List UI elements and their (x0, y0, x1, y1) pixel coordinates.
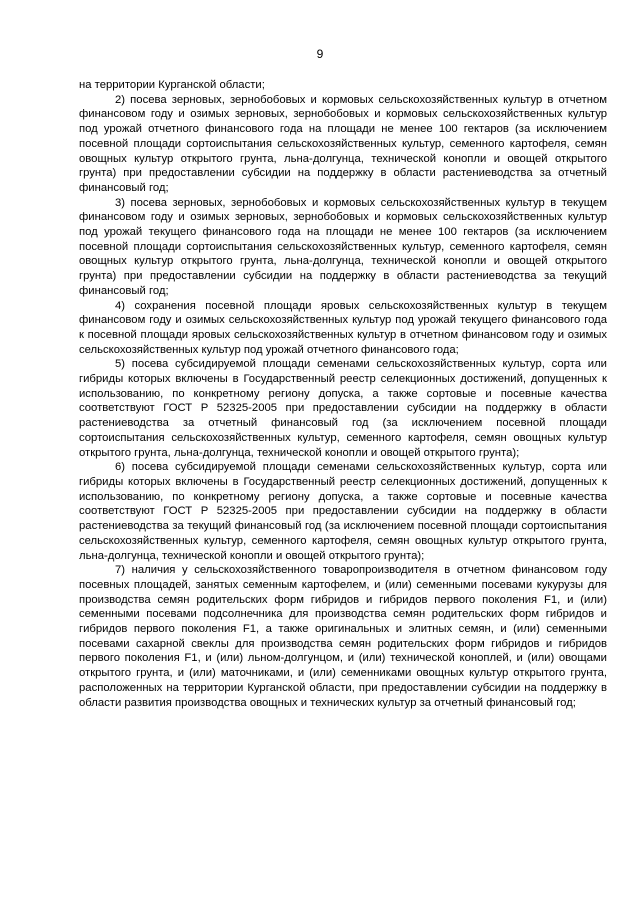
document-body (79, 78, 607, 710)
list-item-7: 7) наличия у сельскохозяйственного товаропроизводителя в отчетном финансовом году посевных площадей, занятых семенным картофелем, и (или) семенными посевами кукурузы для производства семян родительских форм гибридов и гибридов первого поколения F1, и (или) семенными посевами подсолнечника для производства семян родительских форм гибридов и гибридов первого поколения F1, а также оригинальных и элитных семян, и (или) семенными посевами сахарной свеклы для производства семян родительских форм гибридов и гибридов первого поколения F1, и (или) льном-долгунцом, и (или) технической коноплей, и (или) овощами открытого грунта, и (или) маточниками, и (или) семенниками овощных культур открытого грунта, расположенных на территории Курганской области, при предоставлении субсидии на поддержку в области развития производства овощных и технических культур за отчетный финансовый год; (79, 564, 607, 709)
page-number: 9 (316, 47, 324, 61)
paragraph-continuation: на территории Курганской области; (79, 79, 265, 91)
list-item-5: 5) посева субсидируемой площади семенами сельскохозяйственных культур, сорта или гибриды которых включены в Государственный реестр селекционных достижений, допущенных к использованию, по конкретному региону допуска, а также сортовые и посевные качества соответствуют ГОСТ Р 52325-2005 при предоставлении субсидии на поддержку в области растениеводства за отчетный финансовый год (за исключением посевной площади сортоиспытания сельскохозяйственных культур, семенного картофеля, семян овощных культур открытого грунта, льна-долгунца, технической конопли и овощей открытого грунта); (79, 358, 607, 459)
list-item-4: 4) сохранения посевной площади яровых сельскохозяйственных культур в текущем финансовом году и озимых сельскохозяйственных культур под урожай текущего финансового года к посевной площади яровых сельскохозяйственных культур в отчетном финансовом году и озимых сельскохозяйственных культур под урожай отчетного финансового года; (79, 299, 607, 356)
list-item-6: 6) посева субсидируемой площади семенами сельскохозяйственных культур, сорта или гибриды которых включены в Государственный реестр селекционных достижений, допущенных к использованию, по конкретному региону допуска, а также сортовые и посевные качества соответствуют ГОСТ Р 52325-2005 при предоставлении субсидии на поддержку в области растениеводства за текущий финансовый год (за исключением посевной площади сортоиспытания сельскохозяйственных культур, семенного картофеля, семян овощных культур открытого грунта, льна-долгунца, технической конопли и овощей открытого грунта); (79, 461, 607, 562)
list-item-2: 2) посева зерновых, зернобобовых и кормовых сельскохозяйственных культур в отчетном финансовом году и озимых зерновых, зернобобовых и кормовых сельскохозяйственных культур под урожай отчетного финансового года на площади не менее 100 гектаров (за исключением посевной площади сортоиспытания сельскохозяйственных культур, семенного картофеля, семян овощных культур открытого грунта, льна-долгунца, технической конопли и овощей открытого грунта) при предоставлении субсидии на поддержку в области растениеводства за отчетный финансовый год; (79, 93, 607, 194)
list-item-3: 3) посева зерновых, зернобобовых и кормовых сельскохозяйственных культур в текущем финансовом году и озимых зерновых, зернобобовых и кормовых сельскохозяйственных культур под урожай текущего финансового года на площади не менее 100 гектаров (за исключением посевной площади сортоиспытания сельскохозяйственных культур, семенного картофеля, семян овощных культур открытого грунта, льна-долгунца, технической конопли и овощей открытого грунта) при предоставлении субсидии на поддержку в области растениеводства за текущий финансовый год; (79, 196, 607, 297)
